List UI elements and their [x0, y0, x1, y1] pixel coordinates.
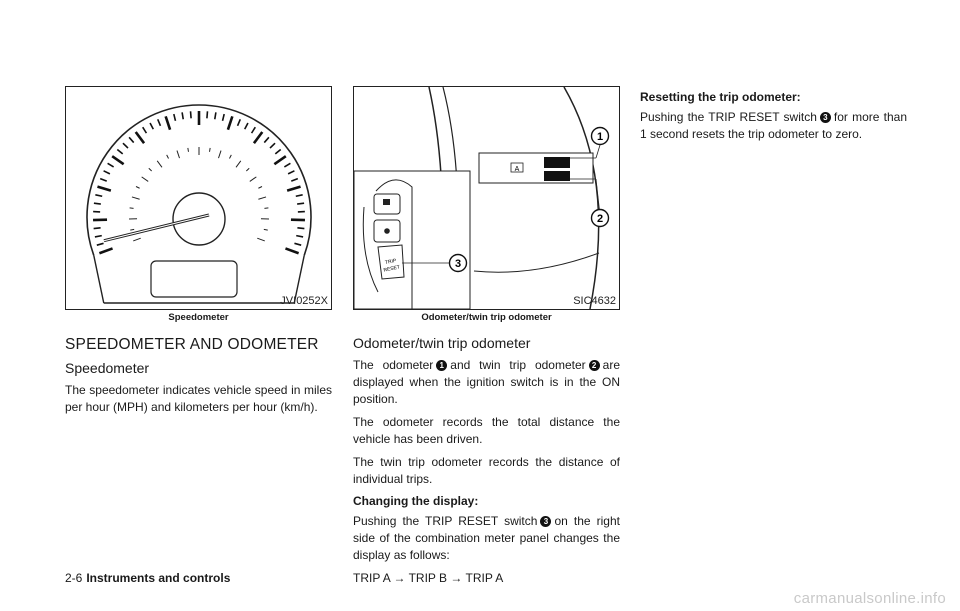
page-number: 2-6: [65, 571, 83, 585]
inner-dial-tick: [130, 208, 134, 209]
inner-dial-tick: [264, 208, 268, 209]
figure-id: SIC4632: [573, 295, 616, 307]
dial-tick: [108, 163, 114, 167]
subheading: Speedometer: [65, 360, 150, 376]
subheading: Odometer/twin trip odometer: [353, 335, 531, 351]
inner-dial-tick: [130, 229, 134, 230]
dial-tick: [95, 195, 102, 196]
trip-sequence: TRIP A → TRIP B → TRIP A: [353, 571, 504, 585]
inner-dial-tick: [167, 155, 169, 159]
column-2: [353, 86, 620, 593]
inner-dial-tick: [149, 168, 152, 171]
dial-tick: [296, 195, 303, 196]
inner-dial-tick: [258, 186, 262, 188]
dial-tick: [270, 143, 275, 148]
speedometer-figure: [65, 86, 332, 310]
changing-display-heading: Changing the display:: [353, 494, 479, 508]
dial-tick: [254, 132, 262, 143]
dial-tick: [191, 111, 192, 118]
dial-tick: [275, 149, 280, 153]
figure-caption: Speedometer: [168, 312, 229, 323]
dial-tick: [100, 179, 107, 182]
callout-1-inline: 1: [436, 360, 447, 371]
switch-label-reset: RESET: [383, 264, 401, 274]
section-title: Instruments and controls: [86, 571, 231, 585]
dial-tick: [117, 149, 122, 153]
page-footer: [65, 571, 230, 585]
dial-tick: [97, 187, 110, 191]
dial-tick: [284, 163, 290, 167]
paragraph-reset: Pushing the TRIP RESET switch 3 for more than 1 second resets the trip odometer to zero.: [640, 110, 907, 141]
paragraph-changing: Pushing the TRIP RESET switch 3 on the right side of the combination meter panel changes the display as follows:: [353, 514, 620, 562]
dial-tick: [104, 171, 110, 174]
paragraph-odometer: The odometer 1 and twin trip odometer 2 are displayed when the ignition switch is in the ON position.: [353, 358, 620, 406]
dial-tick: [129, 137, 134, 142]
paragraph: The speedometer indicates vehicle speed in miles per hour (MPH) and kilometers per hour (km/h).: [65, 383, 332, 414]
dial-tick: [94, 228, 101, 229]
svg-text:3: 3: [454, 258, 462, 270]
column-3: [640, 90, 907, 149]
inner-dial-tick: [219, 151, 222, 159]
column-1: [65, 86, 332, 422]
inner-dial-tick: [210, 148, 211, 152]
section-heading: SPEEDOMETER AND ODOMETER: [65, 336, 319, 353]
paragraph-trip-distance: The twin trip odometer records the distance of individual trips.: [353, 455, 620, 486]
inner-dial-tick: [133, 238, 141, 241]
odometer-illustration: [354, 87, 620, 309]
dial-tick: [182, 112, 183, 119]
dial-tick: [158, 119, 161, 125]
callout-2-inline: 2: [589, 360, 600, 371]
dial-tick: [245, 123, 248, 129]
inner-dial-tick: [264, 229, 268, 230]
reset-heading: Resetting the trip odometer:: [640, 90, 801, 104]
dial-tick: [94, 203, 101, 204]
switch-label-trip: TRIP: [384, 257, 397, 267]
dial-tick: [297, 228, 304, 229]
dial-tick: [287, 187, 300, 191]
speedometer-illustration: [66, 87, 332, 309]
inner-dial-tick: [258, 197, 266, 199]
svg-text:2: 2: [596, 213, 604, 225]
dial-tick: [228, 116, 232, 129]
inner-dial-tick: [157, 161, 162, 167]
dial-tick: [112, 156, 123, 164]
dial-tick: [99, 248, 112, 253]
dial-tick: [285, 248, 298, 253]
dial-tick: [143, 127, 147, 133]
inner-dial-tick: [142, 177, 149, 182]
inner-dial-tick: [229, 155, 231, 159]
paragraph-total-distance: The odometer records the total distance the vehicle has been driven.: [353, 415, 620, 446]
dial-tick: [215, 112, 216, 119]
callout-1: [592, 128, 609, 145]
dial-tick: [288, 171, 294, 174]
inner-dial-tick: [246, 168, 249, 171]
watermark: carmanualsonline.info: [793, 590, 946, 607]
callout-2: [592, 210, 609, 227]
dial-tick: [238, 119, 241, 125]
dial-tick: [97, 243, 104, 245]
figure-caption: Odometer/twin trip odometer: [421, 312, 552, 323]
dial-tick: [123, 143, 128, 148]
dial-tick: [264, 137, 269, 142]
callout-3-inline: 3: [820, 112, 831, 123]
dial-tick: [294, 243, 301, 245]
odometer-figure: [353, 86, 620, 310]
dial-tick: [150, 123, 153, 129]
inner-dial-tick: [250, 177, 257, 182]
dial-tick: [207, 111, 208, 118]
dial-tick: [166, 116, 170, 129]
dial-tick: [223, 114, 225, 121]
dial-edge-left: [94, 255, 104, 303]
dial-tick: [252, 127, 256, 133]
odometer-window: [151, 261, 237, 297]
dial-tick: [174, 114, 176, 121]
dial-tick: [296, 236, 303, 237]
svg-text:1: 1: [596, 131, 604, 143]
dial-tick: [297, 203, 304, 204]
callout-3: [450, 255, 467, 272]
needle-hub: [173, 193, 225, 245]
inner-dial-tick: [257, 238, 265, 241]
inner-dial-tick: [236, 161, 241, 167]
figure-id: JVI0252X: [280, 295, 328, 307]
inner-dial-tick: [177, 151, 180, 159]
dial-tick: [274, 156, 285, 164]
display-trip-label: A: [514, 166, 520, 173]
dial-tick: [291, 179, 298, 182]
dial-tick: [136, 132, 144, 143]
inner-dial-tick: [136, 186, 140, 188]
callout-3-inline: 3: [540, 516, 551, 527]
inner-dial-tick: [188, 148, 189, 152]
dial-tick: [95, 236, 102, 237]
inner-dial-tick: [132, 197, 140, 199]
